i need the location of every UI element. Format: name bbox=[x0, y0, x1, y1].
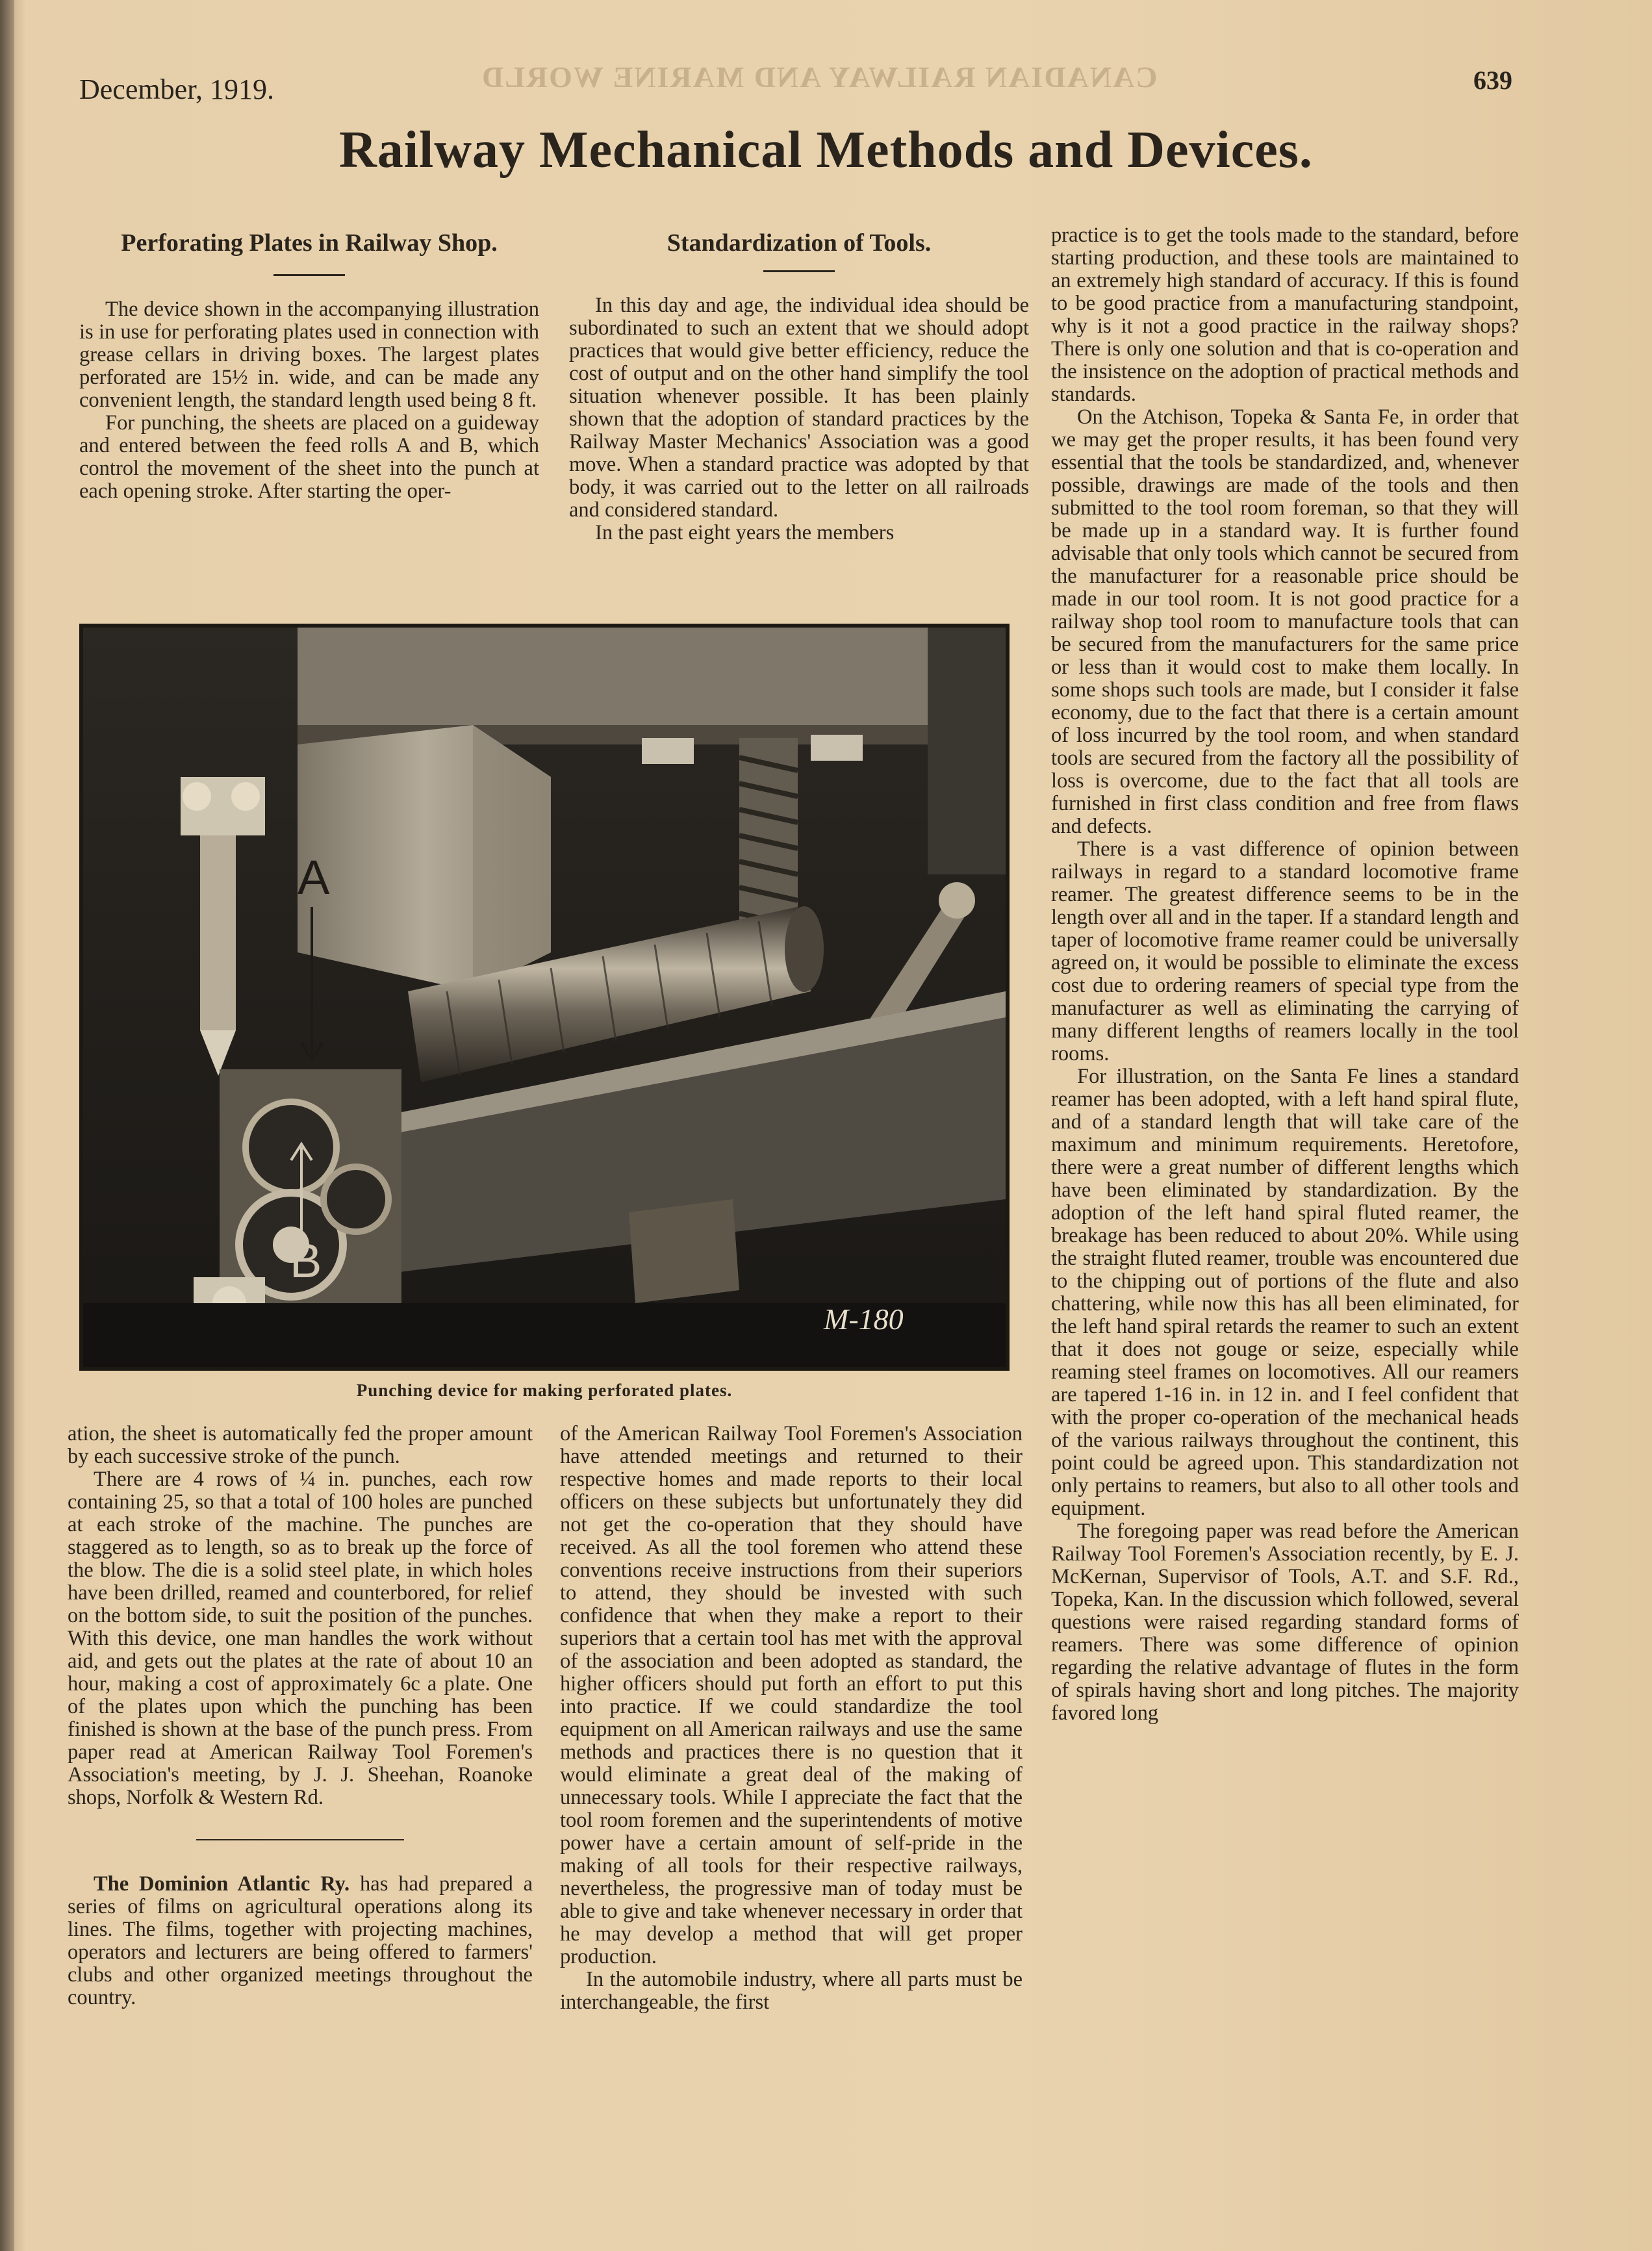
paragraph: practice is to get the tools made to the standard, before starting production, and these tools are maintained to an extremely high standard of accuracy. If this is found to be good practice from a manufacturing standpoint, why is it not a good practice in the railway shops? There is only one solution and that is co-operation and the insistence on the adoption of practical methods and standards. bbox=[1051, 223, 1519, 406]
column-1-bottom bbox=[68, 1423, 533, 2009]
paragraph: of the American Railway Tool Foremen's Association have attended meetings and returned to their respective homes and made reports to their local officers on these subjects but unfortunately they did not get the co-operation that they should have received. As all the tool foremen who attend these conventions receive instructions from their superiors to attend, they should be invested with such confidence that when they make a report to their superiors that a certain tool has met with the approval of the association and been adopted as standard, the higher officers should put forth an effort to put this into practice. If we could standardize the tool equipment on all American railways and use the same methods and practices there is no question that it would eliminate a great deal of the making of unnecessary tools. While I appreciate the fact that the tool room foremen and the superintendents of motive power have a certain amount of self-pride in the making of all tools for their respective railways, nevertheless, the progressive man of today must be able to give and take whenever necessary in order that he may develop a method that will get proper production. bbox=[560, 1422, 1023, 1968]
column-2-bottom bbox=[560, 1423, 1023, 2014]
news-item-dominion bbox=[68, 1873, 533, 2009]
plate-mark: M-180 bbox=[824, 1303, 904, 1336]
paragraph: There is a vast difference of opinion between railways in regard to a standard locomotive frame reamer. The greatest difference seems to be in the length over all and in the taper. If a standard length and taper of locomotive frame reamer could be universally agreed on, it would be possible to eliminate the excess cost due to ordering reamers of special type from the manufacturer as well as eliminating the carrying of many different lengths of reamers locally in the tool rooms. bbox=[1051, 837, 1519, 1065]
paragraph: In the past eight years the members bbox=[595, 521, 895, 544]
paragraph: In this day and age, the individual idea should be subordinated to such an extent that we should adopt practices that would give better efficiency, reduce the cost of output and on the other hand simplify the tool situation whenever possible. It has been plainly shown that the adoption of standard practices by the Railway Master Mechanics' Association was a good move. When a standard practice was adopted by that body, it was carried out to the letter on all railroads and considered standard. bbox=[569, 294, 1029, 522]
issue-date: December, 1919. bbox=[79, 73, 275, 105]
paragraph: ation, the sheet is automatically fed the proper amount by each successive stroke of the punch. bbox=[68, 1422, 533, 1468]
paragraph: The device shown in the accompanying illustration is in use for perforating plates used in connection with grease cellars in driving boxes. The largest plates perforated are 15½ in. wide, and can be made any convenient length, the standard length used being 8 ft. bbox=[79, 298, 539, 412]
article-heading-perforating: Perforating Plates in Railway Shop. bbox=[121, 229, 498, 257]
news-lead: The Dominion Atlantic Ry. bbox=[94, 1872, 350, 1896]
machine-illustration bbox=[83, 628, 1006, 1367]
paragraph: The foregoing paper was read before the American Railway Tool Foremen's Association recently, by E. J. McKernan, Supervisor of Tools, A.T. and S.F. Rd., Topeka, Kan. In the discussion which followed, several questions were raised regarding standard forms of reamers. There was some difference of opinion regarding the relative advantage of flutes in the form of spirals having short and long pitches. The majority favored long bbox=[1051, 1520, 1519, 1725]
bleed-through-text: CANADIAN RAILWAY AND MARINE WORLD bbox=[481, 60, 1158, 94]
section-divider bbox=[196, 1839, 404, 1840]
page-title: Railway Mechanical Methods and Devices. bbox=[339, 121, 1313, 179]
page-number: 639 bbox=[1473, 66, 1512, 95]
paragraph: For punching, the sheets are placed on a guideway and entered between the feed rolls A and B, which control the movement of the sheet into the punch at each opening stroke. After starting the oper- bbox=[79, 411, 539, 503]
news-body: has had prepared a series of films on agricultural operations along its lines. The films, together with projecting machines, operators and lecturers are being offered to farmers' clubs and other organized meetings throughout the country. bbox=[68, 1872, 533, 2009]
article-heading-standardization: Standardization of Tools. bbox=[667, 229, 932, 257]
paragraph: In the automobile industry, where all parts must be interchangeable, the first bbox=[560, 1968, 1023, 2014]
label-b: B bbox=[290, 1234, 322, 1288]
heading-rule bbox=[763, 270, 835, 272]
label-a: A bbox=[298, 850, 330, 904]
figure-caption: Punching device for making perforated plates. bbox=[356, 1380, 733, 1400]
column-2-top bbox=[569, 229, 1029, 544]
paragraph: There are 4 rows of ¼ in. punches, each row containing 25, so that a total of 100 holes are punched at each stroke of the machine. The punches are staggered as to length, so as to break up the force of the blow. The die is a solid steel plate, in which holes have been drilled, reamed and counterbored, for relief on the bottom side, to suit the position of the punches. With this device, one man handles the work without aid, and gets out the plates at the rate of about 10 an hour, making a cost of approximately 6c a plate. One of the plates upon which the punching has been finished is shown at the base of the punch press. From paper read at American Railway Tool Foremen's Association's meeting, by J. J. Sheehan, Roanoke shops, Norfolk & Western Rd. bbox=[68, 1468, 533, 1809]
paragraph: For illustration, on the Santa Fe lines a standard reamer has been adopted, with a left hand spiral flute, and of a standard length that will take care of the maximum and minimum requirements. Heretofore, there were a great number of different lengths which have been eliminated by standardization. By the adoption of the left hand spiral fluted reamer, the breakage has been reduced to about 20%. While using the straight fluted reamer, trouble was encountered due to the chipping out of portions of the flute and also chattering, while now this has all been eliminated, for the left hand spiral retards the reamer to such an extent that it does not gouge or seize, especially while reaming steel frames on locomotives. All our reamers are tapered 1-16 in. in 12 in. and I feel confident that with the proper co-operation of the mechanical heads of the various railways throughout the continent, this point could be agreed upon. This standardization not only pertains to reamers, but also to all other tools and equipment. bbox=[1051, 1065, 1519, 1520]
heading-rule bbox=[273, 274, 345, 276]
column-1-top bbox=[79, 229, 539, 503]
column-3 bbox=[1051, 224, 1519, 1725]
binding-gutter bbox=[0, 0, 14, 2251]
punching-device-photo bbox=[79, 624, 1010, 1371]
paragraph: On the Atchison, Topeka & Santa Fe, in order that we may get the proper results, it has been found very essential that the tools be standardized, and, whenever possible, drawings are made of the tools and then submitted to the tool room foreman, so that they will be made up in a standard way. It is further found advisable that only tools which cannot be secured from the manufacturer for a reasonable price should be made in our tool room. It is not good practice for a railway shop tool room to manufacture tools that can be secured from the manufacturers for the same price or less than it would cost to make them locally. In some shops such tools are made, but I consider it false economy, due to the fact that there is a certain amount of loss incurred by the tool room, and when standard tools are secured from the factory all the possibility of loss is overcome, due to the fact that all tools are furnished in first class condition and free from flaws and defects. bbox=[1051, 405, 1519, 838]
